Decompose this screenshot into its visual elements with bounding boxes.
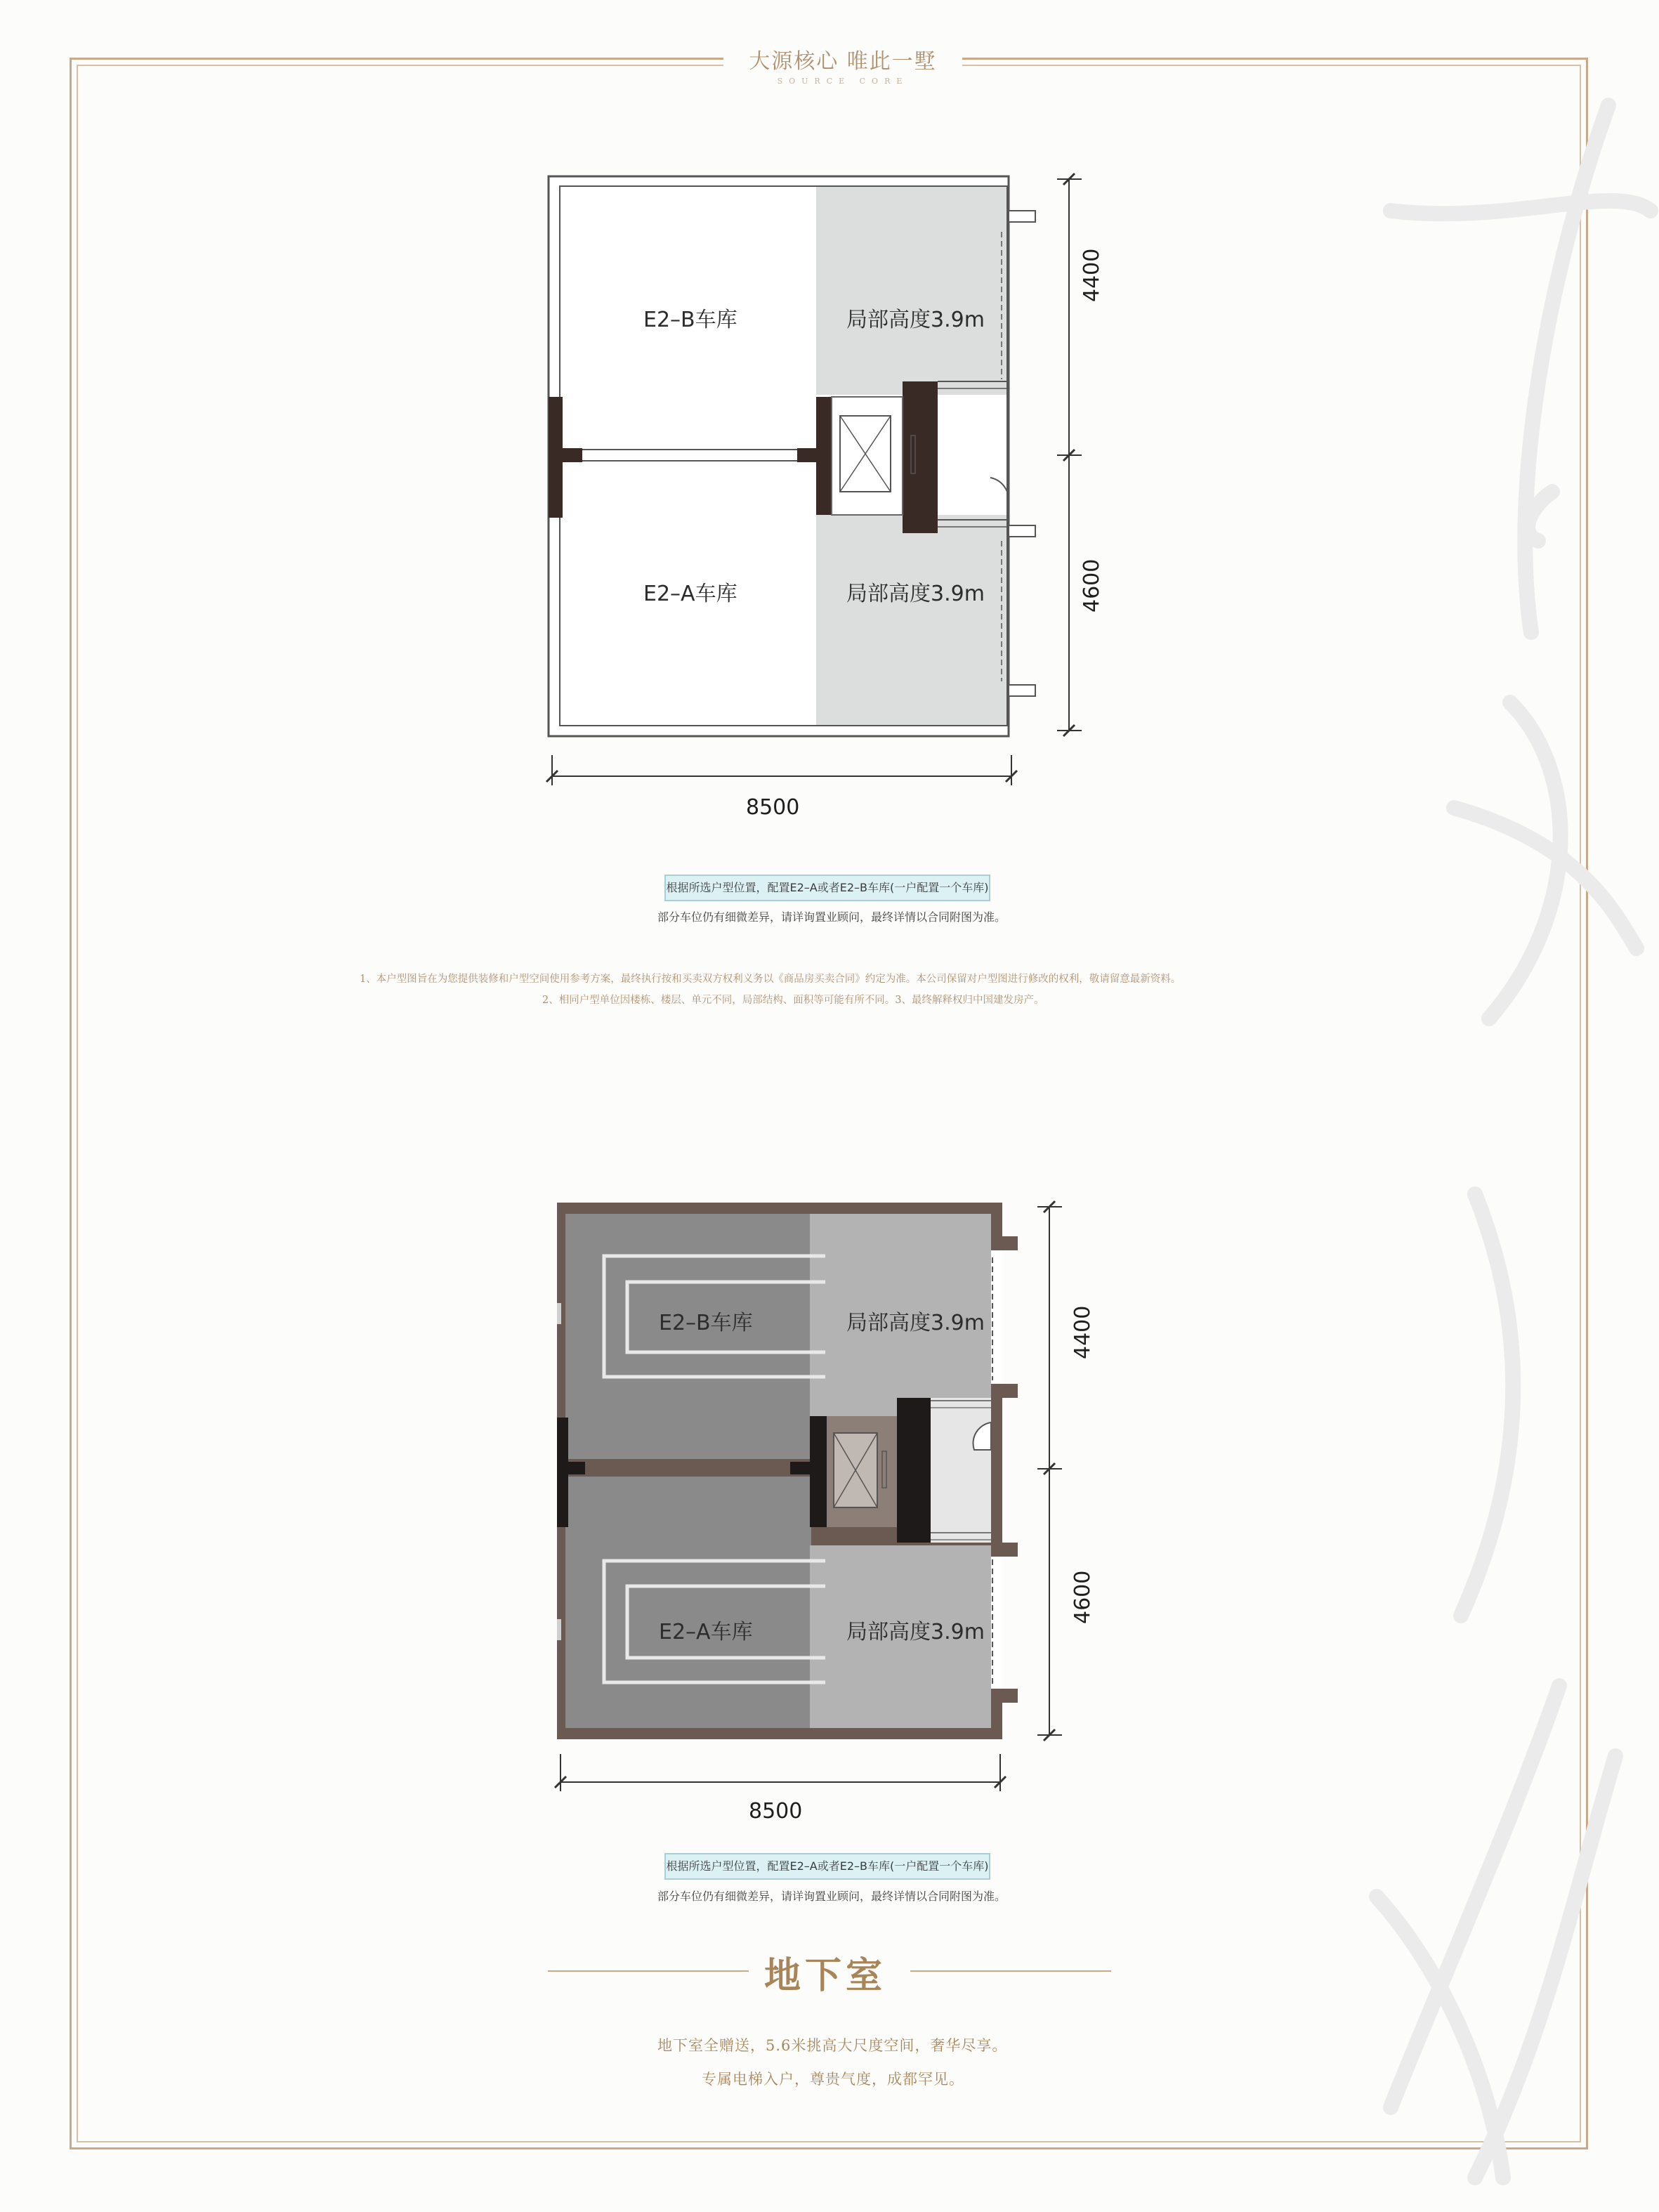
top-plan-dim-4600: 4600 <box>1080 558 1104 613</box>
bottom-plan-dim-4600: 4600 <box>1070 1570 1095 1624</box>
top-plan-dim-4400: 4400 <box>1080 248 1104 302</box>
header-subtitle: SOURCE CORE <box>777 77 909 86</box>
bottom-plan-note-box: 根据所选户型位置，配置E2–A或者E2–B车库(一户配置一个车库) <box>664 1853 990 1880</box>
disclaimer-line-1: 1、本户型图旨在为您提供装修和户型空间使用参考方案，最终执行按和买卖双方权利义务以《商品房买卖合同》约定为准。本公司保留对户型图进行修改的权利，敬请留意最新资料。 <box>360 974 1181 985</box>
top-plan-room-a-label: E2–A车库 <box>643 582 737 606</box>
disclaimer-line-2: 2、相同户型单位因楼栋、楼层、单元不同，局部结构、面积等可能有所不同。3、最终解释权归中国建发房产。 <box>542 995 1044 1006</box>
top-plan-height-a-label: 局部高度3.9m <box>846 582 985 606</box>
bottom-plan-note-sub: 部分车位仍有细微差异，请详询置业顾问，最终详情以合同附图为准。 <box>657 1890 1006 1903</box>
footer-title: 地下室 <box>764 1954 887 1997</box>
bottom-plan-height-a-label: 局部高度3.9m <box>846 1620 985 1644</box>
footer-desc-line-1: 地下室全赠送，5.6米挑高大尺度空间，奢华尽享。 <box>657 2037 1008 2054</box>
bottom-plan-height-b-label: 局部高度3.9m <box>846 1311 985 1335</box>
bottom-plan-room-b-label: E2–B车库 <box>659 1311 753 1335</box>
footer-desc-line-2: 专属电梯入户，尊贵气度，成都罕见。 <box>702 2071 964 2088</box>
bottom-plan-dim-8500: 8500 <box>749 1799 803 1824</box>
top-plan-note-box: 根据所选户型位置，配置E2–A或者E2–B车库(一户配置一个车库) <box>664 875 990 901</box>
top-plan-height-b-label: 局部高度3.9m <box>846 308 985 332</box>
top-plan-note-sub: 部分车位仍有细微差异，请详询置业顾问，最终详情以合同附图为准。 <box>657 910 1006 924</box>
bottom-plan-room-a-label: E2–A车库 <box>659 1620 753 1644</box>
header-title: 大源核心 唯此一墅 <box>749 49 937 74</box>
top-plan-dim-8500: 8500 <box>746 795 800 820</box>
top-plan-room-b-label: E2–B车库 <box>643 308 737 332</box>
bottom-plan-dim-4400: 4400 <box>1070 1305 1095 1359</box>
